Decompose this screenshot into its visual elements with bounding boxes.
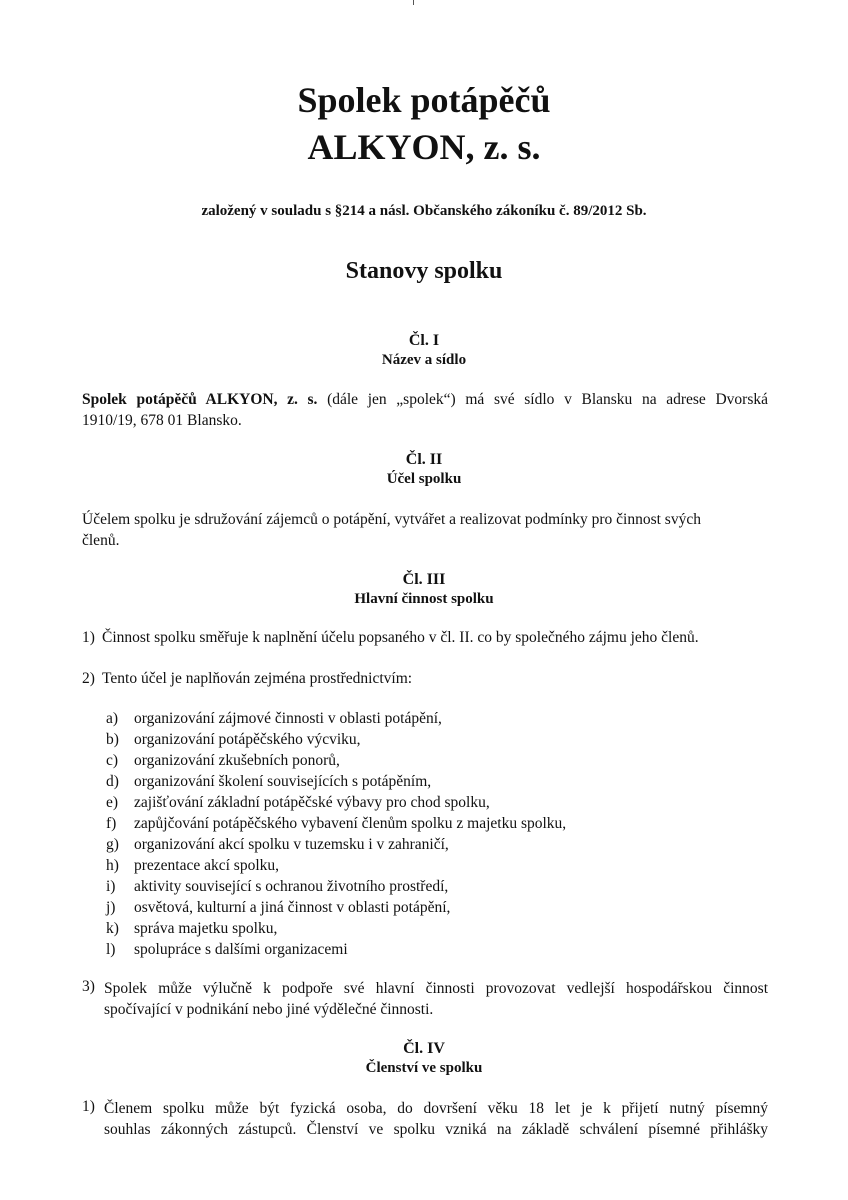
article-3-para3-line1: Spolek může výlučně k podpoře své hlavní činnosti provozovat vedlejší hospodářskou činnost xyxy=(104,980,768,997)
article-4-number: Čl. IV xyxy=(403,1040,445,1057)
article-4-para1-line1: Členem spolku může být fyzická osoba, do dovršení věku 18 let je k přijetí nutný písemný xyxy=(104,1100,768,1117)
legal-basis: založený v souladu s §214 a násl. Občanského zákoníku č. 89/2012 Sb. xyxy=(201,203,647,219)
association-name: Spolek potápěčů ALKYON, z. s. xyxy=(82,391,318,408)
list-item-text: prezentace akcí spolku, xyxy=(134,857,280,874)
article-3-name: Hlavní činnost spolku xyxy=(354,591,494,607)
list-item-text: zapůjčování potápěčského vybavení členům spolku z majetku spolku, xyxy=(134,815,567,832)
article-3-number: Čl. III xyxy=(402,571,446,588)
article-1-number: Čl. I xyxy=(408,332,440,349)
list-item-mark: f) xyxy=(106,815,117,832)
article-3-para1-text: Činnost spolku směřuje k naplnění účelu popsaného v čl. II. co by společného zájmu jeho členů. xyxy=(102,629,699,646)
article-3-para3-number: 3) xyxy=(82,978,95,995)
article-1-line1 xyxy=(82,389,768,410)
document-title-line2: ALKYON, z. s. xyxy=(307,127,541,167)
list-item-mark: a) xyxy=(106,710,119,727)
list-item-text: organizování akcí spolku v tuzemsku i v zahraničí, xyxy=(134,836,449,853)
list-item-text: organizování zájmové činnosti v oblasti potápění, xyxy=(134,710,442,727)
list-item-text: organizování zkušebních ponorů, xyxy=(134,752,340,769)
article-2-name: Účel spolku xyxy=(386,471,462,487)
list-item-text: zajišťování základní potápěčské výbavy pro chod spolku, xyxy=(134,794,490,811)
list-item-mark: g) xyxy=(106,836,119,853)
list-item-mark: j) xyxy=(106,899,116,916)
article-1-name: Název a sídlo xyxy=(381,352,467,368)
list-item-mark: i) xyxy=(106,878,116,895)
list-item-text: organizování potápěčského výcviku, xyxy=(134,731,361,748)
list-item-mark: l) xyxy=(106,941,116,958)
article-3-para1-number: 1) xyxy=(82,629,95,646)
list-item-mark: k) xyxy=(106,920,119,937)
article-4-para1-number: 1) xyxy=(82,1098,95,1115)
list-item-mark: e) xyxy=(106,794,119,811)
article-1-line1-rest: (dále jen „spolek“) má své sídlo v Blansku na adrese Dvorská xyxy=(317,391,768,408)
article-2-number: Čl. II xyxy=(405,451,443,468)
article-2-line2: členů. xyxy=(82,532,120,549)
statutes-heading: Stanovy spolku xyxy=(345,258,503,284)
list-item-mark: d) xyxy=(106,773,119,790)
list-item-mark: c) xyxy=(106,752,119,769)
list-item-text: organizování školení souvisejících s potápěním, xyxy=(134,773,432,790)
article-1-line2: 1910/19, 678 01 Blansko. xyxy=(82,412,242,429)
scan-edge-mark xyxy=(413,0,414,5)
list-item-text: aktivity související s ochranou životního prostředí, xyxy=(134,878,449,895)
article-4-name: Členství ve spolku xyxy=(365,1060,483,1076)
document-title-line1: Spolek potápěčů xyxy=(297,80,551,120)
list-item-text: osvětová, kulturní a jiná činnost v oblasti potápění, xyxy=(134,899,451,916)
article-3-para3-line2: spočívající v podnikání nebo jiné výdělečné činnosti. xyxy=(104,1001,434,1018)
article-3-para2-number: 2) xyxy=(82,670,95,687)
list-item-mark: b) xyxy=(106,731,119,748)
list-item-text: správa majetku spolku, xyxy=(134,920,278,937)
article-4-para1-line2: souhlas zákonných zástupců. Členství ve spolku vzniká na základě schválení písemné přihlášky xyxy=(104,1121,768,1138)
list-item-mark: h) xyxy=(106,857,119,874)
article-2-line1: Účelem spolku je sdružování zájemců o potápění, vytvářet a realizovat podmínky pro činnost svých xyxy=(82,511,701,528)
article-3-para2-text: Tento účel je naplňován zejména prostřednictvím: xyxy=(102,670,413,687)
list-item-text: spolupráce s dalšími organizacemi xyxy=(134,941,348,958)
